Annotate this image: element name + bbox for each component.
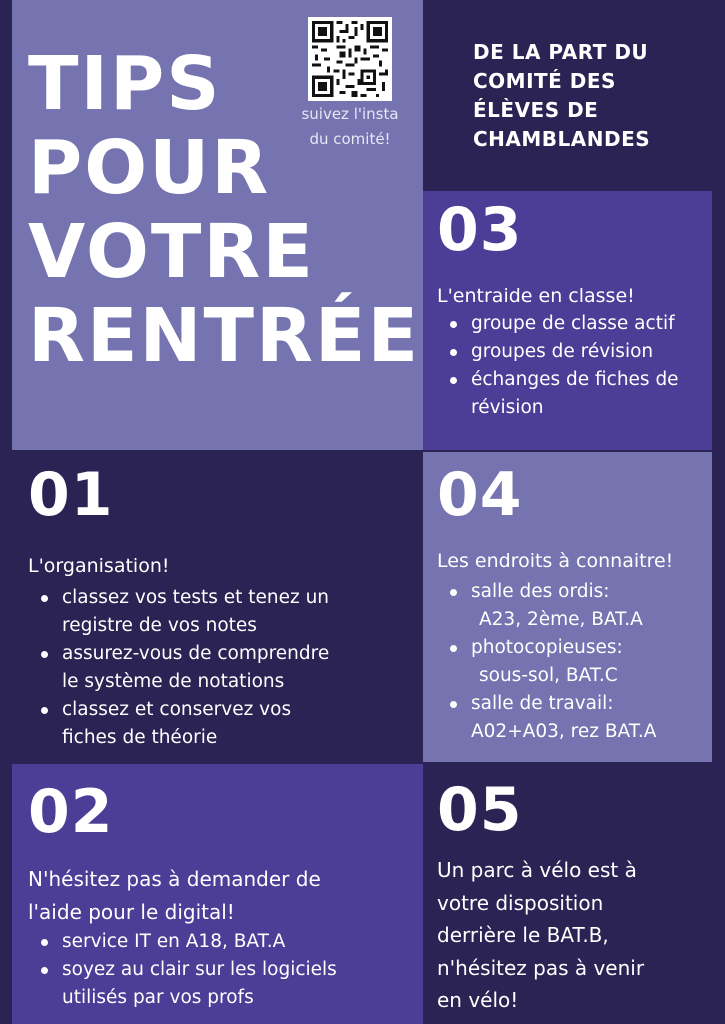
tip-05-text [437,854,644,1017]
title-line: TIPS [28,41,222,127]
bullet-icon [450,701,457,708]
list-item: échanges de fiches de révision [437,366,679,422]
tip-05-line: n'hésitez pas à venir [437,955,645,980]
from-line: DE LA PART DU [473,40,649,64]
list-item: groupes de révision [437,338,679,366]
bullet-icon [450,645,457,652]
tip-04-heading: Les endroits à connaitre! [437,550,674,572]
bullet-icon [450,321,457,328]
tip-04-number: 04 [437,460,523,530]
tip-05-number: 05 [437,775,523,845]
tip-05-line: votre disposition [437,890,604,915]
tip-05-line: en vélo! [437,988,519,1012]
qr-caption-line: du comité! [309,130,391,148]
qr-code-icon[interactable] [308,17,392,101]
tip-01-number: 01 [28,460,114,530]
tip-04-list [437,578,656,746]
list-item: service IT en A18, BAT.A [28,928,337,956]
bullet-icon [41,939,48,946]
from-committee-text [473,38,713,154]
title-line: POUR [28,125,271,211]
tip-02-list [28,928,337,1012]
bullet-icon [41,595,48,602]
title-line: VOTRE [28,209,315,295]
bullet-icon [41,707,48,714]
tip-03-heading: L'entraide en classe! [437,285,635,307]
tip-02-heading [28,863,321,929]
list-item: classez vos tests et tenez un registre de vos notes [28,584,329,640]
bullet-icon [450,349,457,356]
list-item: assurez-vous de comprendre le système de notations [28,640,329,696]
tip-03-number: 03 [437,195,523,265]
list-item: photocopieuses: sous-sol, BAT.C [437,634,656,690]
title-line: RENTRÉE [28,293,421,379]
list-item: classez et conservez vos fiches de théorie [28,696,329,752]
bullet-icon [450,377,457,384]
from-line: CHAMBLANDES [473,127,651,151]
list-item: salle des ordis: A23, 2ème, BAT.A [437,578,656,634]
list-item: salle de travail: A02+A03, rez BAT.A [437,690,656,746]
tip-02-heading-line: N'hésitez pas à demander de [28,867,321,891]
qr-caption [288,102,412,152]
tip-01-heading: L'organisation! [28,555,170,577]
bullet-icon [41,651,48,658]
tip-02-heading-line: l'aide pour le digital! [28,900,235,924]
tip-02-number: 02 [28,777,114,847]
from-line: COMITÉ DES [473,69,616,93]
tip-03-list [437,310,679,422]
from-line: ÉLÈVES DE [473,98,599,122]
tip-01-list [28,584,329,752]
list-item: soyez au clair sur les logiciels utilisés par vos profs [28,956,337,1012]
bullet-icon [450,589,457,596]
bullet-icon [41,967,48,974]
tip-05-line: derrière le BAT.B, [437,923,609,947]
tip-05-line: Un parc à vélo est à [437,858,637,882]
list-item: groupe de classe actif [437,310,679,338]
qr-caption-line: suivez l'insta [301,105,399,123]
